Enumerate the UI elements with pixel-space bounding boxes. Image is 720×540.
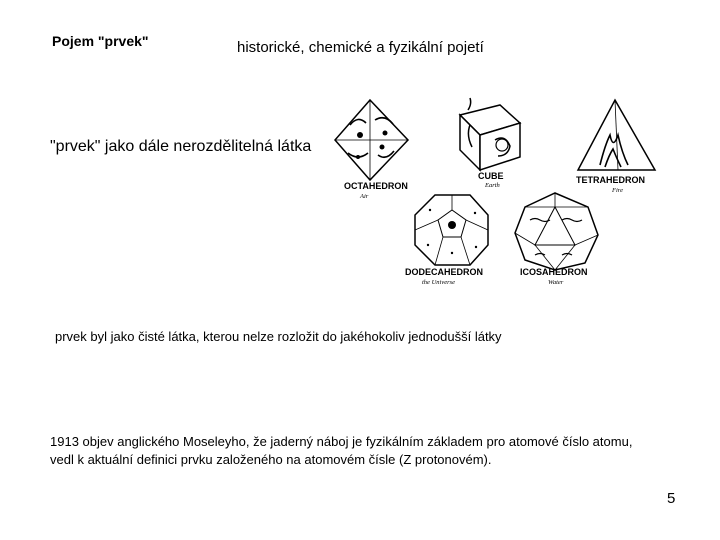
solid-element-dodecahedron: the Universe [422, 279, 456, 286]
tetrahedron-figure [576, 100, 655, 194]
solid-label-octahedron: OCTAHEDRON [344, 181, 408, 191]
cube-figure [460, 98, 520, 189]
octahedron-figure [335, 100, 408, 200]
icosahedron-figure [515, 193, 598, 286]
solid-label-tetrahedron: TETRAHEDRON [576, 175, 645, 185]
page-number: 5 [667, 490, 676, 507]
element-definition: prvek byl jako čisté látka, kterou nelze rozložit do jakéhokoliv jednodušší látky [55, 329, 502, 344]
lead-statement: "prvek" jako dále nerozdělitelná látka [50, 138, 312, 155]
slide-title: Pojem "prvek" [52, 33, 149, 49]
platonic-solids-illustration [330, 95, 660, 295]
solid-element-octahedron: Air [360, 193, 369, 200]
moseley-history [50, 433, 710, 469]
solid-element-tetrahedron: Fire [612, 187, 623, 194]
slide-subtitle: historické, chemické a fyzikální pojetí [237, 39, 484, 56]
moseley-history-line-2: vedl k aktuální definici prvku založeného na atomovém čísle (Z protonovém). [50, 452, 492, 467]
dodecahedron-figure [405, 195, 488, 286]
solid-label-cube: CUBE [478, 171, 504, 181]
moseley-history-line-1: 1913 objev anglického Moseleyho, že jaderný náboj je fyzikálním základem pro atomové číslo atomu, [50, 434, 633, 449]
solid-element-icosahedron: Water [548, 279, 564, 286]
solid-label-icosahedron: ICOSAHEDRON [520, 267, 588, 277]
solid-label-dodecahedron: DODECAHEDRON [405, 267, 484, 277]
solid-element-cube: Earth [485, 182, 500, 189]
